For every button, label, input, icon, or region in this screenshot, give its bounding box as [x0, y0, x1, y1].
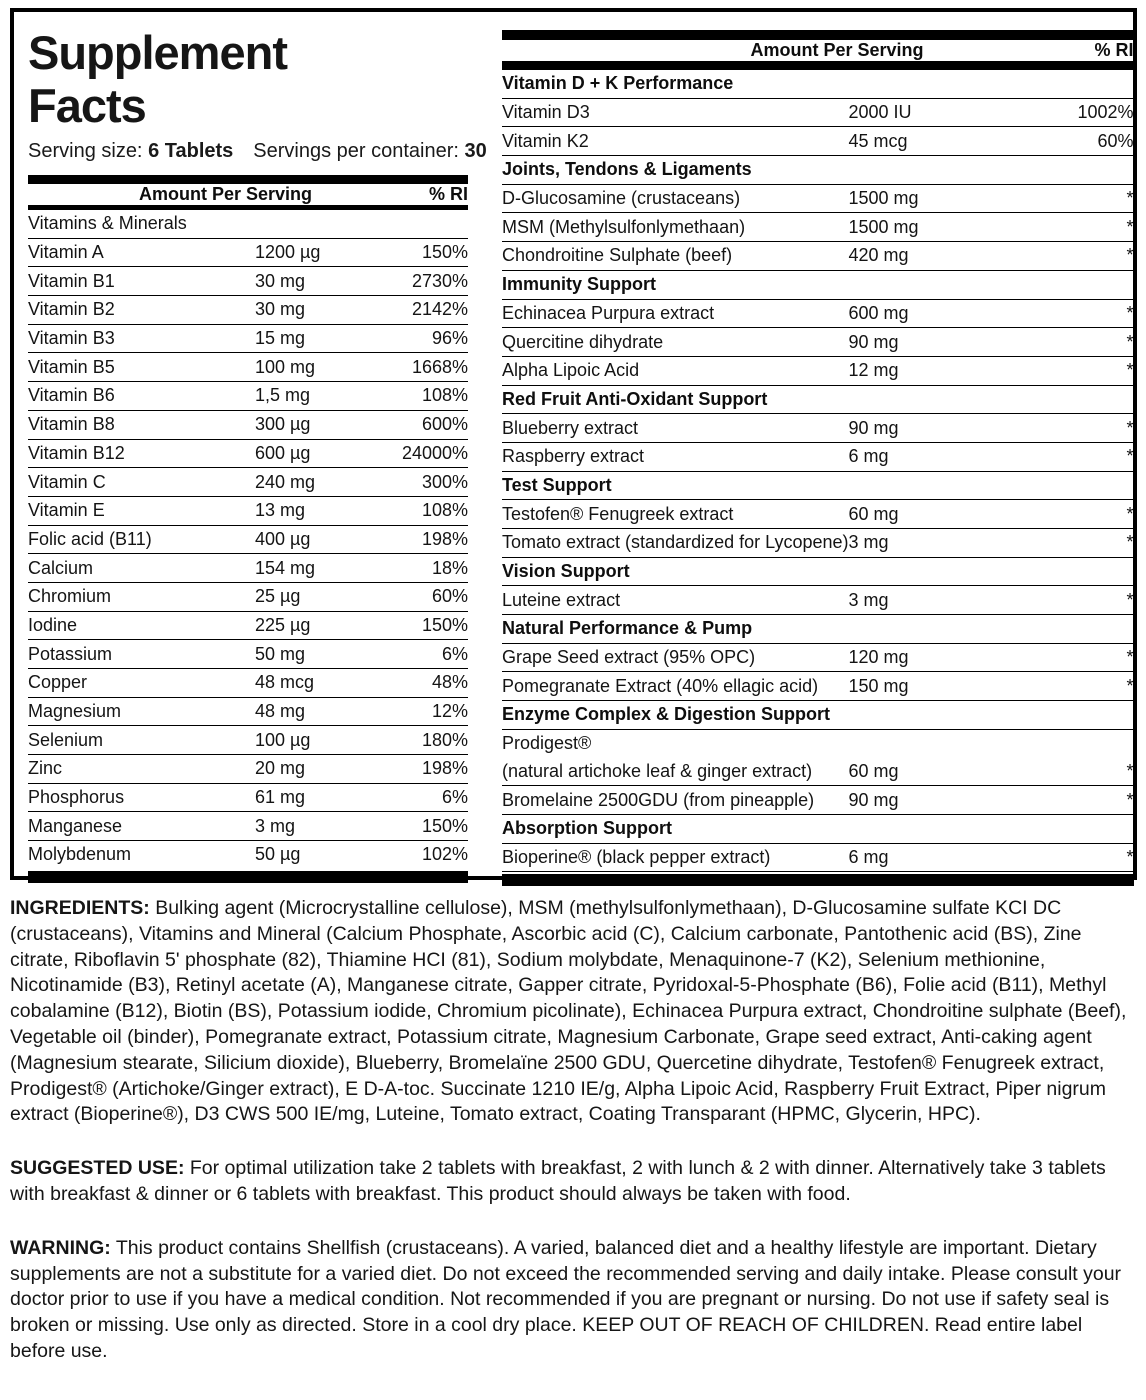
table-row: [502, 730, 1134, 758]
nutrient-amount: 50 µg: [255, 844, 301, 865]
table-row: [502, 529, 1134, 558]
ingredient-name: Red Fruit Anti-Oxidant Support: [502, 388, 768, 409]
ingredient-amount: 45 mcg: [848, 130, 908, 151]
ingredient-name: Grape Seed extract (95% OPC): [502, 647, 756, 668]
divider-thick: [502, 61, 1134, 70]
nutrient-ri: 150%: [421, 815, 468, 836]
ingredient-amount: 3 mg: [848, 589, 889, 610]
table-row: [28, 755, 468, 784]
nutrient-amount: 225 µg: [255, 614, 311, 635]
nutrient-name: Vitamin B8: [28, 414, 115, 435]
percent-ri-header: % RI: [1094, 40, 1134, 60]
table-row: [28, 210, 468, 239]
nutrient-ri: 198%: [421, 758, 468, 779]
table-row: [502, 185, 1134, 214]
table-row: [502, 615, 1134, 644]
ingredients-paragraph: [10, 896, 1138, 1128]
ingredient-name: Joints, Tendons & Ligaments: [502, 159, 752, 180]
table-row: [28, 353, 468, 382]
ingredient-ri: *: [1126, 503, 1134, 524]
table-row: [502, 815, 1134, 844]
table-row: [28, 468, 468, 497]
table-row: [502, 271, 1134, 300]
ingredient-name: Bioperine® (black pepper extract): [502, 846, 771, 867]
percent-ri-header: % RI: [428, 184, 468, 204]
table-row: [28, 239, 468, 268]
ingredients-text: Bulking agent (Microcrystalline cellulose), MSM (methylsulfonlymethaan), D-Glucosamine sulfate KCI DC (crustaceans), Vitamins and Mineral (Calcium Phosphate, Ascorbic acid (C), Calcium carbonate, Pantothenic acid (BS), Zine citrate, Riboflavin 5' phosphate (82), Thiamine HCI (81), Sodium molybdate, Menaquinone-7 (K2), Selenium methionine, Nicotinamide (B3), Retinyl acetate (A), Manganese citrate, Gapper citrate, Pyridoxal-5-Phosphate (B6), Folie acid (B11), Methyl cobalamine (B12), Biotin (BS), Potassium iodide, Chromium picolinate), Echinacea Purpura extract, Chondroitine sulphate (Beef), Vegetable oil (binder), Pomegranate extract, Potassium citrate, Magnesium Carbonate, Grape seed extract, Anti-caking agent (Magnesium stearate, Silicium dioxide), Blueberry, Bromelaïne 2500 GDU, Quercetine dihydrate, Testofen® Fenugreek extract, Prodigest® (Artichoke/Ginger extract), E D-A-toc. Succinate 1210 IE/g, Alpha Lipoic Acid, Raspberry Fruit Extract, Piper nigrum extract (Bioperine®), D3 CWS 500 IE/mg, Luteine, Tomato extract, Coating Transparant (HPMC, Glycerin, HPC).: [10, 897, 1127, 1126]
nutrient-name: Vitamin B1: [28, 270, 115, 291]
label-footer: [10, 896, 1138, 1393]
nutrient-ri: 96%: [431, 328, 468, 349]
nutrient-name: Vitamin B12: [28, 442, 125, 463]
ingredient-ri: *: [1126, 331, 1134, 352]
ingredient-name: Enzyme Complex & Digestion Support: [502, 704, 831, 725]
nutrient-ri: 1668%: [411, 356, 468, 377]
ingredient-name: Prodigest®: [502, 733, 592, 754]
nutrient-name: Vitamins & Minerals: [28, 213, 187, 234]
nutrient-ri: 60%: [431, 586, 468, 607]
table-row: [502, 213, 1134, 242]
ingredient-ri: *: [1126, 216, 1134, 237]
table-row: [502, 701, 1134, 730]
divider-bottom: [502, 874, 1134, 886]
table-row: [28, 325, 468, 354]
nutrient-name: Vitamin C: [28, 471, 106, 492]
ingredient-amount: 2000 IU: [848, 102, 912, 123]
left-column: [28, 12, 487, 876]
ingredient-ri: *: [1126, 589, 1134, 610]
serving-size-value: 6 Tablets: [148, 140, 234, 162]
nutrient-name: Chromium: [28, 586, 112, 607]
nutrient-ri: 300%: [421, 471, 468, 492]
ingredient-name: MSM (Methylsulfonlymethaan): [502, 216, 746, 237]
table-row: [502, 758, 1134, 787]
ingredient-name: Vision Support: [502, 561, 630, 582]
nutrient-amount: 300 µg: [255, 414, 311, 435]
ingredient-name: Chondroitine Sulphate (beef): [502, 245, 733, 266]
ingredient-amount: 120 mg: [848, 647, 909, 668]
nutrient-name: Vitamin B2: [28, 299, 115, 320]
ingredient-name: Luteine extract: [502, 589, 621, 610]
ingredient-name: Vitamin K2: [502, 130, 589, 151]
ingredient-ri: 60%: [1097, 130, 1134, 151]
nutrient-name: Copper: [28, 672, 88, 693]
ingredient-amount: 3 mg: [848, 532, 889, 553]
table-row: [28, 382, 468, 411]
divider-thick: [502, 30, 1134, 40]
nutrient-amount: 50 mg: [255, 643, 306, 664]
table-row: [502, 357, 1134, 386]
nutrient-name: Calcium: [28, 557, 94, 578]
table-row: [28, 583, 468, 612]
serving-info: [28, 140, 487, 163]
nutrient-ri: 2730%: [411, 270, 468, 291]
nutrient-name: Vitamin E: [28, 500, 105, 521]
ingredient-ri: 1002%: [1077, 102, 1134, 123]
nutrient-amount: 48 mcg: [255, 672, 315, 693]
vitamins-minerals-table: [28, 210, 468, 869]
nutrient-ri: 600%: [421, 414, 468, 435]
ingredient-amount: 6 mg: [848, 846, 889, 867]
nutrient-name: Vitamin B6: [28, 385, 115, 406]
ingredient-name: Bromelaine 2500GDU (from pineapple): [502, 789, 815, 810]
table-row: [502, 500, 1134, 529]
table-row: [502, 558, 1134, 587]
divider-bottom: [28, 871, 468, 883]
ingredient-name: Pomegranate Extract (40% ellagic acid): [502, 675, 819, 696]
supplement-sections-table: [502, 70, 1134, 872]
nutrient-amount: 30 mg: [255, 270, 306, 291]
nutrient-name: Selenium: [28, 729, 104, 750]
ingredient-ri: *: [1126, 789, 1134, 810]
panel-title: Supplement Facts: [28, 26, 287, 132]
nutrient-ri: 18%: [431, 557, 468, 578]
nutrient-ri: 150%: [421, 614, 468, 635]
ingredients-label: INGREDIENTS:: [10, 897, 150, 919]
nutrient-ri: 198%: [421, 528, 468, 549]
ingredient-amount: 600 mg: [848, 302, 909, 323]
table-row: [502, 644, 1134, 673]
table-row: [502, 242, 1134, 271]
warning-text: This product contains Shellfish (crustaceans). A varied, balanced diet and a healthy lifestyle are important. Dietary supplements are not a substitute for a varied diet. Do not exceed the recommended serving and daily intake. Please consult your doctor prior to use if you have a medical condition. Not recommended if you are pregnant or nursing. Do not use if safety seal is broken or missing. Use only as directed. Store in a cool dry place. KEEP OUT OF REACH OF CHILDREN. Read entire label before use.: [10, 1236, 1122, 1362]
ingredient-ri: *: [1126, 188, 1134, 209]
right-column: [502, 12, 1134, 876]
nutrient-amount: 48 mg: [255, 701, 306, 722]
ingredient-name: D-Glucosamine (crustaceans): [502, 188, 741, 209]
ingredient-name: Quercitine dihydrate: [502, 331, 664, 352]
ingredient-ri: *: [1126, 360, 1134, 381]
table-row: [28, 296, 468, 325]
ingredient-ri: *: [1126, 245, 1134, 266]
ingredient-amount: 60 mg: [848, 503, 899, 524]
table-row: [502, 672, 1134, 701]
table-row: [28, 784, 468, 813]
ingredient-amount: 6 mg: [848, 446, 889, 467]
nutrient-amount: 1,5 mg: [255, 385, 311, 406]
table-row: [502, 70, 1134, 99]
table-row: [502, 127, 1134, 156]
ingredient-name: Natural Performance & Pump: [502, 618, 753, 639]
nutrient-amount: 600 µg: [255, 442, 311, 463]
ingredient-ri: *: [1126, 446, 1134, 467]
nutrient-amount: 13 mg: [255, 500, 306, 521]
nutrient-amount: 25 µg: [255, 586, 301, 607]
table-row: [502, 99, 1134, 128]
table-row: [28, 526, 468, 555]
nutrient-amount: 3 mg: [255, 815, 296, 836]
servings-per-container: Servings per container: 30: [253, 140, 487, 162]
ingredient-name: Blueberry extract: [502, 417, 639, 438]
ingredient-name: Raspberry extract: [502, 446, 645, 467]
nutrient-name: Folic acid (B11): [28, 528, 152, 549]
nutrient-name: Phosphorus: [28, 787, 125, 808]
warning-paragraph: [10, 1236, 1138, 1365]
ingredient-name: Testofen® Fenugreek extract: [502, 503, 734, 524]
table-row: [28, 497, 468, 526]
nutrient-ri: 102%: [421, 844, 468, 865]
table-row: [28, 554, 468, 583]
table-row: [28, 812, 468, 841]
ingredient-ri: *: [1126, 417, 1134, 438]
nutrient-name: Magnesium: [28, 701, 122, 722]
nutrient-ri: 2142%: [411, 299, 468, 320]
amount-per-serving-header: Amount Per Serving: [138, 184, 312, 204]
table-row: [28, 411, 468, 440]
serving-size: Serving size: 6 Tablets: [28, 140, 234, 162]
nutrient-ri: 6%: [441, 787, 468, 808]
nutrient-ri: 24000%: [401, 442, 468, 463]
table-row: [502, 443, 1134, 472]
warning-label: WARNING:: [10, 1236, 111, 1259]
ingredient-amount: 90 mg: [848, 417, 899, 438]
nutrient-amount: 240 mg: [255, 471, 316, 492]
ingredient-ri: *: [1126, 532, 1134, 553]
table-row: [502, 386, 1134, 415]
servings-value: 30: [464, 140, 487, 162]
nutrient-ri: 180%: [421, 729, 468, 750]
suggested-use-paragraph: [10, 1156, 1138, 1208]
table-row: [502, 328, 1134, 357]
nutrient-ri: 12%: [431, 701, 468, 722]
nutrient-name: Molybdenum: [28, 844, 132, 865]
ingredient-ri: *: [1126, 647, 1134, 668]
table-row: [502, 156, 1134, 185]
nutrient-name: Vitamin A: [28, 242, 104, 263]
nutrient-ri: 150%: [421, 242, 468, 263]
table-row: [28, 640, 468, 669]
table-row: [28, 267, 468, 296]
table-row: [502, 844, 1134, 873]
table-row: [502, 300, 1134, 329]
ingredient-amount: 1500 mg: [848, 188, 919, 209]
suggested-use-label: SUGGESTED USE:: [10, 1157, 185, 1180]
ingredient-name: Absorption Support: [502, 818, 672, 839]
table-row: [502, 586, 1134, 615]
nutrient-amount: 15 mg: [255, 328, 306, 349]
ingredient-name: Immunity Support: [502, 274, 656, 295]
ingredient-ri: *: [1126, 675, 1134, 696]
nutrient-name: Potassium: [28, 643, 113, 664]
ingredient-amount: 60 mg: [848, 760, 899, 781]
nutrient-amount: 154 mg: [255, 557, 316, 578]
amount-per-serving-header: Amount Per Serving: [750, 40, 924, 60]
nutrient-amount: 20 mg: [255, 758, 306, 779]
table-row: [28, 841, 468, 869]
table-row: [502, 414, 1134, 443]
ingredient-name: Vitamin D + K Performance: [502, 73, 734, 94]
ingredient-name: Alpha Lipoic Acid: [502, 360, 640, 381]
nutrient-ri: 6%: [441, 643, 468, 664]
table-row: [28, 726, 468, 755]
nutrient-ri: 108%: [421, 385, 468, 406]
table-row: [28, 612, 468, 641]
ingredient-name: Test Support: [502, 474, 612, 495]
nutrient-amount: 30 mg: [255, 299, 306, 320]
ingredient-name: Tomato extract (standardized for Lycopene): [502, 532, 849, 553]
supplement-facts-panel: [10, 8, 1137, 880]
table-row: [28, 440, 468, 469]
ingredient-ri: *: [1126, 302, 1134, 323]
ingredient-amount: 12 mg: [848, 360, 899, 381]
ingredient-amount: 1500 mg: [848, 216, 919, 237]
table-row: [28, 669, 468, 698]
ingredient-amount: 420 mg: [848, 245, 909, 266]
ingredient-name: (natural artichoke leaf & ginger extract): [502, 760, 813, 781]
nutrient-name: Vitamin B3: [28, 328, 115, 349]
table-row: [502, 472, 1134, 501]
nutrient-ri: 108%: [421, 500, 468, 521]
nutrient-amount: 100 mg: [255, 356, 316, 377]
right-column-header: [502, 40, 1134, 61]
nutrient-name: Vitamin B5: [28, 356, 115, 377]
nutrient-amount: 1200 µg: [255, 242, 321, 263]
nutrient-name: Iodine: [28, 614, 78, 635]
nutrient-amount: 400 µg: [255, 528, 311, 549]
left-column-header: [28, 184, 468, 205]
nutrient-amount: 61 mg: [255, 787, 306, 808]
divider-thick: [28, 175, 468, 184]
table-row: [28, 698, 468, 727]
ingredient-amount: 90 mg: [848, 331, 899, 352]
suggested-use-text: For optimal utilization take 2 tablets with breakfast, 2 with lunch & 2 with dinner. Alternatively take 3 tablets with breakfast & dinner or 6 tablets with breakfast. This product should always be taken with food.: [10, 1157, 1106, 1205]
ingredient-name: Echinacea Purpura extract: [502, 302, 715, 323]
nutrient-name: Zinc: [28, 758, 63, 779]
ingredient-amount: 90 mg: [848, 789, 899, 810]
nutrient-name: Manganese: [28, 815, 123, 836]
nutrient-amount: 100 µg: [255, 729, 311, 750]
table-row: [502, 786, 1134, 815]
ingredient-ri: *: [1126, 846, 1134, 867]
ingredient-amount: 150 mg: [848, 675, 909, 696]
nutrient-ri: 48%: [431, 672, 468, 693]
ingredient-name: Vitamin D3: [502, 102, 590, 123]
ingredient-ri: *: [1126, 760, 1134, 781]
